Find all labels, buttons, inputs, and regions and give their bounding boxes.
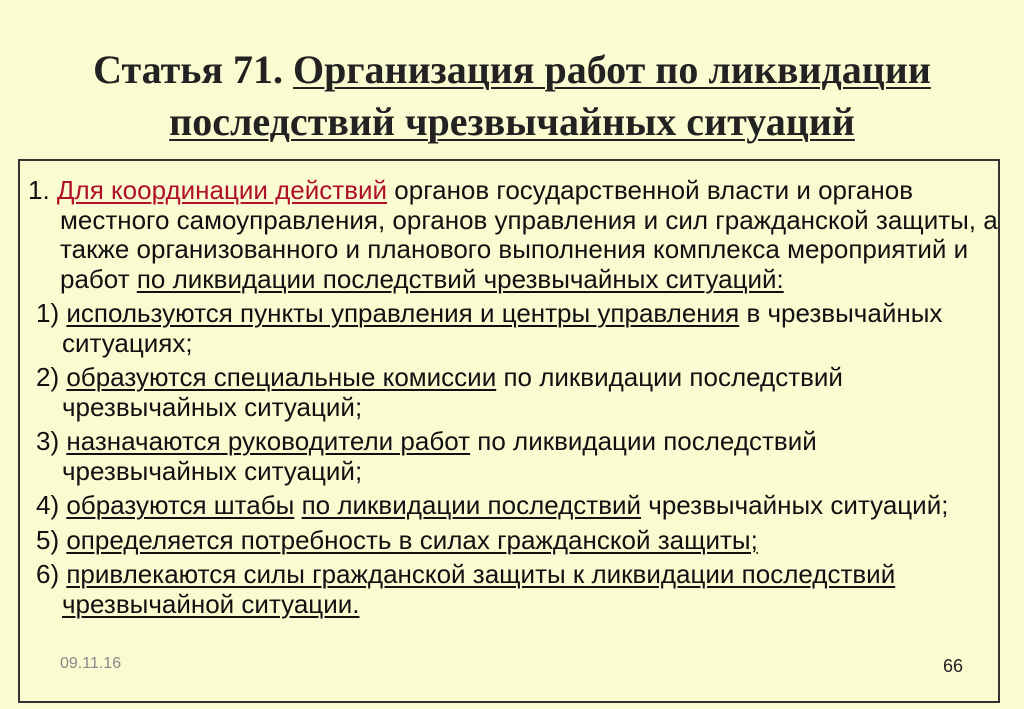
item-text: в чрезвычайных ситуациях; [62,298,943,358]
intro-paragraph [28,176,998,294]
item-number: 4) [36,490,67,520]
intro-number: 1. [28,175,57,205]
slide-title [0,44,1024,148]
title-line-1 [0,44,1024,96]
item-underlined: образуются штабы [66,490,295,520]
item-spacer [294,490,301,520]
intro-underlined: по ликвидации последствий чрезвычайных ситуаций: [136,263,784,294]
title-underlined-2: последствий чрезвычайных ситуаций [169,99,855,144]
list-item-5 [28,526,998,556]
title-prefix: Статья 71. [93,47,294,92]
item-text: по ликвидации последствий чрезвычайных ситуаций; [62,362,843,422]
intro-highlight: Для координации действий [56,175,388,205]
item-number: 2) [36,362,67,392]
item-underlined: используются пункты управления и центры управления [66,298,740,328]
title-line-2 [0,96,1024,148]
list-item-1 [28,299,998,358]
list-item-4 [28,491,998,521]
item-underlined: назначаются руководители работ [66,426,471,456]
intro-text: органов государственной власти и органов местного самоуправления, органов управления и сил гражданской защиты, а также организованного и планового выполнения комплекса мероприятий и работ [60,175,998,294]
list-item-2 [28,363,998,422]
item-text: чрезвычайных ситуаций; [641,490,949,520]
item-number: 5) [36,524,67,555]
list-item-3 [28,427,998,486]
footer-date: 09.11.16 [60,655,122,672]
item-number: 1) [36,298,67,328]
title-underlined-1: Организация работ по ликвидации [293,47,931,92]
page-number: 66 [942,656,963,676]
item-underlined: образуются специальные комиссии [66,362,497,392]
item-underlined: определяется потребность в силах гражданской защиты; [66,524,758,555]
item-number: 3) [36,426,67,456]
item-underlined-2: по ликвидации последствий [301,490,642,520]
content-body [28,176,998,619]
item-underlined: привлекаются силы гражданской защиты к ликвидации последствий чрезвычайной ситуации. [62,559,896,619]
list-item-6 [28,560,998,619]
item-text: по ликвидации последствий чрезвычайных ситуаций; [62,426,817,486]
item-number: 6) [36,559,67,589]
